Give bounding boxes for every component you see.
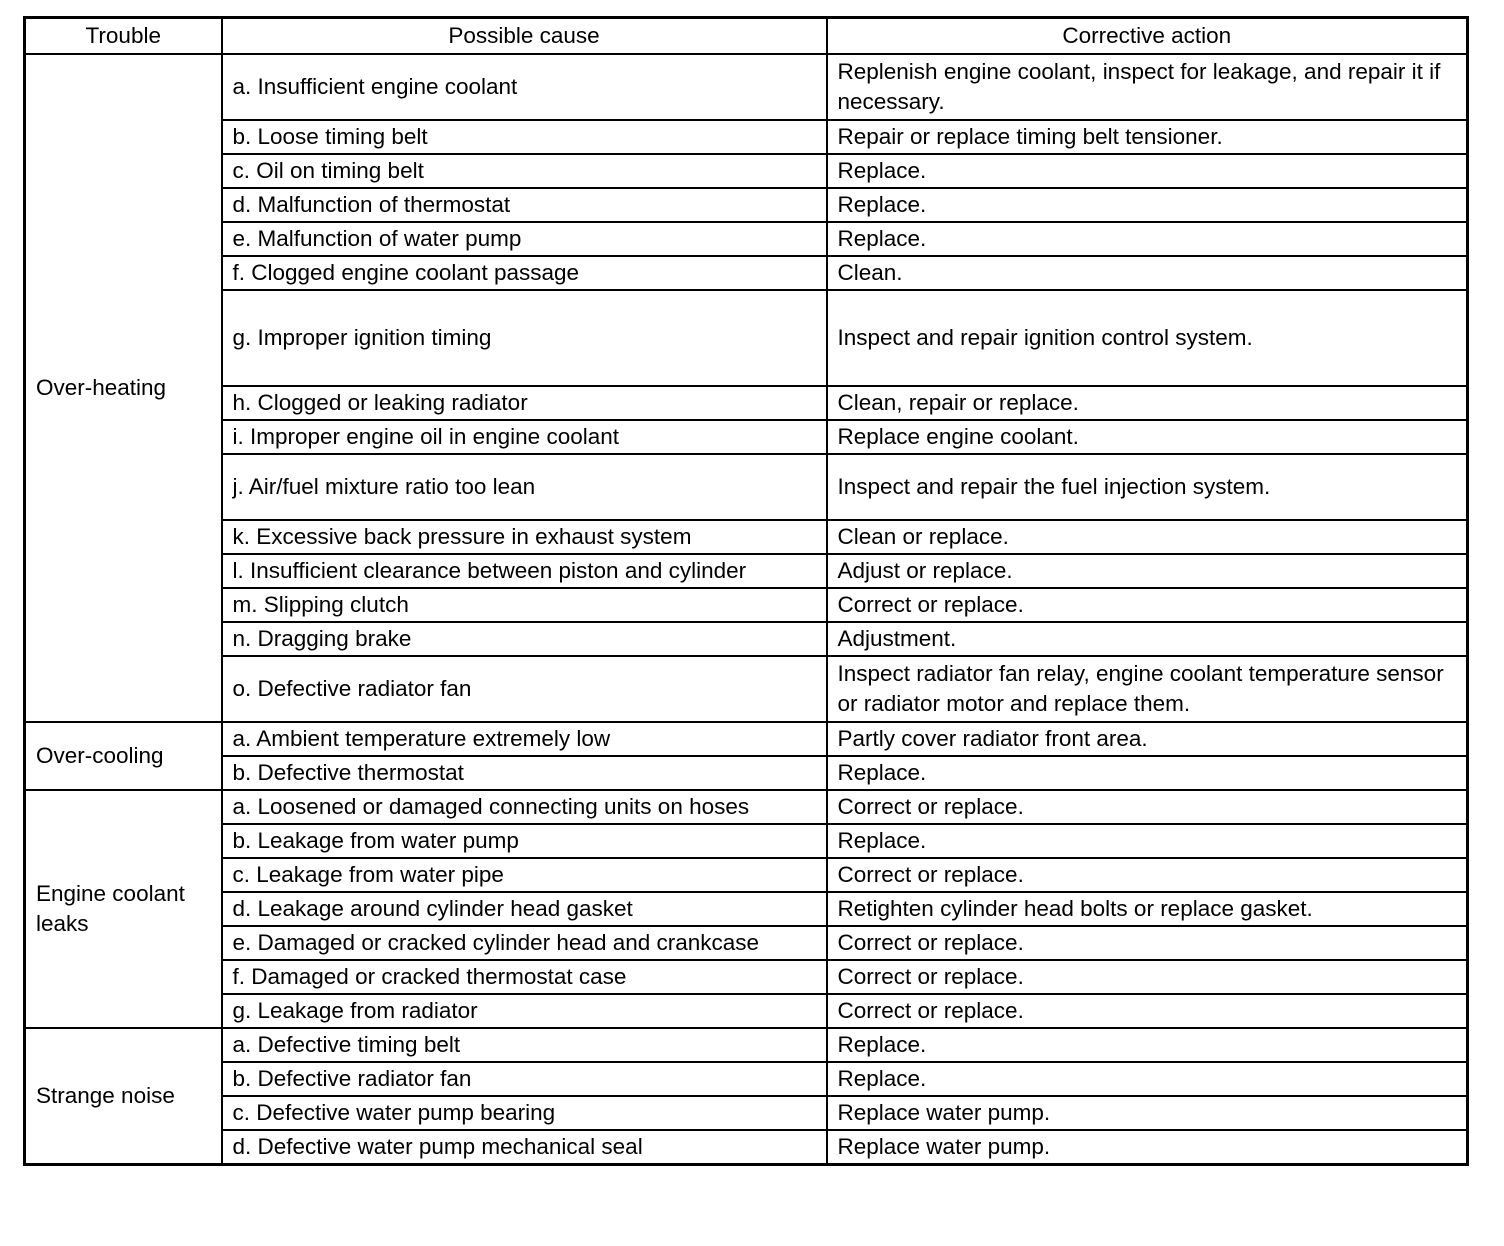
table-row	[25, 1096, 1468, 1130]
table-row	[25, 1130, 1468, 1165]
table-row	[25, 554, 1468, 588]
table-row	[25, 994, 1468, 1028]
cause-cell: e. Malfunction of water pump	[222, 222, 827, 256]
action-cell: Replace.	[827, 1028, 1468, 1062]
trouble-cell-strange-noise: Strange noise	[25, 1028, 222, 1165]
troubleshooting-table	[23, 16, 1469, 1166]
cause-cell: h. Clogged or leaking radiator	[222, 386, 827, 420]
table-row	[25, 54, 1468, 120]
action-cell: Clean.	[827, 256, 1468, 290]
cause-cell: b. Leakage from water pump	[222, 824, 827, 858]
table-row	[25, 1062, 1468, 1096]
table-row	[25, 256, 1468, 290]
action-cell: Repair or replace timing belt tensioner.	[827, 120, 1468, 154]
action-cell: Replace.	[827, 756, 1468, 790]
table-row	[25, 222, 1468, 256]
table-row	[25, 454, 1468, 520]
action-cell: Adjust or replace.	[827, 554, 1468, 588]
cause-cell: m. Slipping clutch	[222, 588, 827, 622]
action-cell: Correct or replace.	[827, 960, 1468, 994]
action-cell: Retighten cylinder head bolts or replace gasket.	[827, 892, 1468, 926]
cause-cell: o. Defective radiator fan	[222, 656, 827, 722]
action-cell: Replace.	[827, 154, 1468, 188]
action-cell: Clean or replace.	[827, 520, 1468, 554]
action-cell: Replace engine coolant.	[827, 420, 1468, 454]
action-cell: Replenish engine coolant, inspect for leakage, and repair it if necessary.	[827, 54, 1468, 120]
action-cell: Replace.	[827, 1062, 1468, 1096]
cause-cell: n. Dragging brake	[222, 622, 827, 656]
action-cell: Inspect and repair the fuel injection system.	[827, 454, 1468, 520]
table-row	[25, 120, 1468, 154]
action-cell: Correct or replace.	[827, 858, 1468, 892]
cause-cell: l. Insufficient clearance between piston and cylinder	[222, 554, 827, 588]
table-row	[25, 420, 1468, 454]
cause-cell: g. Improper ignition timing	[222, 290, 827, 386]
cause-cell: k. Excessive back pressure in exhaust system	[222, 520, 827, 554]
action-cell: Inspect and repair ignition control system.	[827, 290, 1468, 386]
action-cell: Correct or replace.	[827, 926, 1468, 960]
action-cell: Replace.	[827, 824, 1468, 858]
header-action: Corrective action	[827, 18, 1468, 55]
cause-cell: a. Defective timing belt	[222, 1028, 827, 1062]
cause-cell: b. Loose timing belt	[222, 120, 827, 154]
table-row	[25, 858, 1468, 892]
trouble-cell-over-cooling: Over-cooling	[25, 722, 222, 790]
cause-cell: b. Defective radiator fan	[222, 1062, 827, 1096]
cause-cell: j. Air/fuel mixture ratio too lean	[222, 454, 827, 520]
table-row	[25, 656, 1468, 722]
trouble-cell-over-heating: Over-heating	[25, 54, 222, 722]
action-cell: Correct or replace.	[827, 588, 1468, 622]
action-cell: Correct or replace.	[827, 790, 1468, 824]
cause-cell: g. Leakage from radiator	[222, 994, 827, 1028]
table-row	[25, 926, 1468, 960]
cause-cell: a. Ambient temperature extremely low	[222, 722, 827, 756]
cause-cell: d. Leakage around cylinder head gasket	[222, 892, 827, 926]
cause-cell: b. Defective thermostat	[222, 756, 827, 790]
action-cell: Inspect radiator fan relay, engine coolant temperature sensor or radiator motor and replace them.	[827, 656, 1468, 722]
action-cell: Partly cover radiator front area.	[827, 722, 1468, 756]
action-cell: Replace.	[827, 222, 1468, 256]
table-row	[25, 622, 1468, 656]
table-row	[25, 386, 1468, 420]
cause-cell: a. Loosened or damaged connecting units on hoses	[222, 790, 827, 824]
cause-cell: i. Improper engine oil in engine coolant	[222, 420, 827, 454]
cause-cell: c. Defective water pump bearing	[222, 1096, 827, 1130]
table-row	[25, 960, 1468, 994]
table-row	[25, 154, 1468, 188]
cause-cell: e. Damaged or cracked cylinder head and crankcase	[222, 926, 827, 960]
header-cause: Possible cause	[222, 18, 827, 55]
cause-cell: c. Leakage from water pipe	[222, 858, 827, 892]
action-cell: Adjustment.	[827, 622, 1468, 656]
header-row	[25, 18, 1468, 55]
table-row	[25, 722, 1468, 756]
table-row	[25, 588, 1468, 622]
action-cell: Correct or replace.	[827, 994, 1468, 1028]
action-cell: Clean, repair or replace.	[827, 386, 1468, 420]
table-row	[25, 290, 1468, 386]
cause-cell: d. Malfunction of thermostat	[222, 188, 827, 222]
table-row	[25, 756, 1468, 790]
cause-cell: d. Defective water pump mechanical seal	[222, 1130, 827, 1165]
cause-cell: f. Clogged engine coolant passage	[222, 256, 827, 290]
cause-cell: c. Oil on timing belt	[222, 154, 827, 188]
table-row	[25, 1028, 1468, 1062]
table-row	[25, 790, 1468, 824]
table-row	[25, 188, 1468, 222]
action-cell: Replace water pump.	[827, 1130, 1468, 1165]
action-cell: Replace.	[827, 188, 1468, 222]
cause-cell: a. Insufficient engine coolant	[222, 54, 827, 120]
cause-cell: f. Damaged or cracked thermostat case	[222, 960, 827, 994]
table-row	[25, 892, 1468, 926]
header-trouble: Trouble	[25, 18, 222, 55]
table-row	[25, 824, 1468, 858]
action-cell: Replace water pump.	[827, 1096, 1468, 1130]
trouble-cell-engine-coolant-leaks: Engine coolant leaks	[25, 790, 222, 1028]
table-row	[25, 520, 1468, 554]
